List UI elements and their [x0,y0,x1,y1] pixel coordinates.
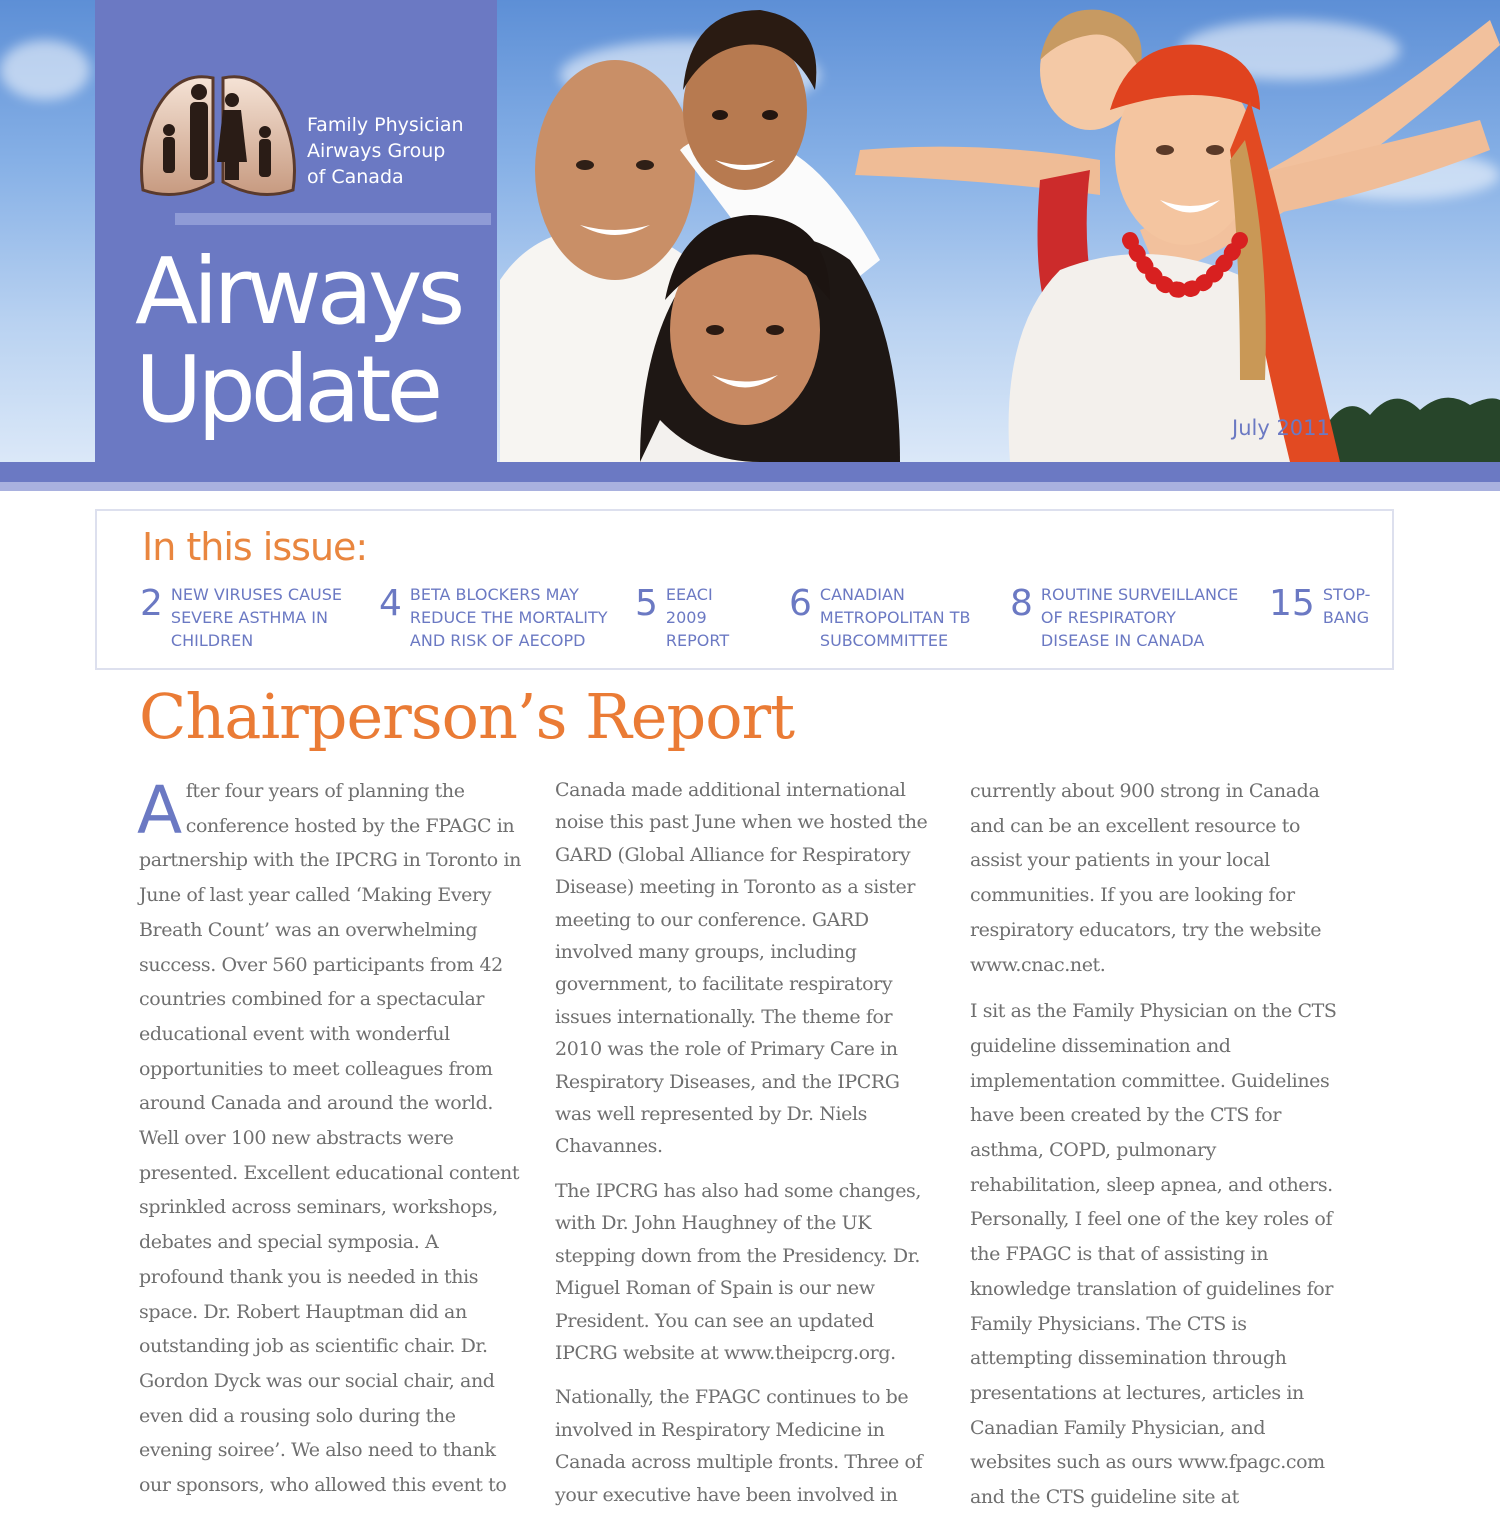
contents-item-title: ROUTINE SURVEILLANCE OF RESPIRATORY DISEASE IN CANADA [1040,585,1239,650]
newsletter-title-line2: Update [135,336,439,443]
newsletter-title-line1: Airways [135,238,461,345]
contents-page-number: 4 [379,583,402,624]
in-this-issue-box [95,509,1394,670]
contents-item-title: CANADIAN METROPOLITAN TB SUBCOMMITTEE [819,585,971,650]
article-paragraph: I sit as the Family Physician on the CTS guideline dissemination and implementation committee. Guidelines have been created by the CTS for asthma, COPD, pulmonary rehabilitation, sleep apnea, and others. Personally, I feel one of the key roles of the FPAGC is that of assisting in knowledge translation of guidelines for Family Physicians. The CTS is attempting dissemination through presentations at lectures, articles in Canadian Family Physician, and websites such as ours www.fpagc.com and the CTS guideline site at [970,1000,1337,1509]
contents-page-number: 6 [789,583,812,624]
drop-cap: A [137,772,182,849]
contents-item[interactable] [1269,583,1381,629]
org-name-line: of Canada [307,166,404,188]
contents-page-number: 5 [635,583,658,624]
contents-item-title: BETA BLOCKERS MAY REDUCE THE MORTALITY AND RISK OF AECOPD [409,585,608,650]
article-paragraph: Nationally, the FPAGC continues to be involved in Respiratory Medicine in Canada across multiple fronts. Three of your executive have been involved in [555,1386,923,1506]
logo-divider [175,213,491,225]
contents-item-title: NEW VIRUSES CAUSE SEVERE ASTHMA IN CHILDREN [170,585,342,650]
header-band-light [0,482,1500,491]
article-paragraph: currently about 900 strong in Canada and can be an excellent resource to assist your patients in your local communities. If you are looking for respiratory educators, try the website www.cnac.net. [970,780,1322,976]
contents-page-number: 2 [140,583,163,624]
contents-item[interactable] [789,583,985,652]
contents-item[interactable] [635,583,741,652]
paragraph-text: fter four years of planning the conference hosted by the FPAGC in partnership with the IPCRG in Toronto in June of last year called ‘Making Every Breath Count’ was an overwhelming success. Over 560 participants from 42 countries combined for a spectacular educational event with wonderful opportunities to meet colleagues from around Canada and around the world. Well over 100 new abstracts were presented. Excellent educational content sprinkled across seminars, workshops, debates and special symposia. A profound thank you is needed in this space. Dr. Robert Hauptman did an outstanding job as scientific chair. Dr. Gordon Dyck was our social chair, and even did a rousing solo during the evening soiree’. We also need to thank our sponsors, who allowed this event to [139,780,521,1497]
article-title: Chairperson’s Report [139,680,795,753]
article-column-2 [555,774,935,1523]
article-column-3 [970,774,1348,1527]
article-column-1 [139,774,521,1515]
contents-page-number: 8 [1010,583,1033,624]
org-name-line: Family Physician [307,114,464,136]
article-paragraph [139,774,521,1503]
header-banner [0,0,1500,462]
issue-date: July 2011 [1232,416,1330,440]
contents-item[interactable] [1010,583,1241,652]
in-this-issue-heading: In this issue: [142,525,368,569]
contents-item[interactable] [379,583,610,652]
organization-name [307,112,464,190]
contents-page-number: 15 [1269,583,1315,624]
contents-item[interactable] [140,583,356,652]
header-band [0,462,1500,482]
contents-item-title: EEACI 2009 REPORT [665,585,730,650]
article-paragraph: The IPCRG has also had some changes, with Dr. John Haughney of the UK stepping down from the Presidency. Dr. Miguel Roman of Spain is our new President. You can see an updated IPCRG website at www.theipcrg.org. [555,1179,922,1364]
org-name-line: Airways Group [307,140,446,162]
masthead-panel [95,0,497,462]
contents-item-title: STOP-BANG [1322,585,1371,627]
lungs-family-logo [137,72,299,202]
article-paragraph: Canada made additional international noise this past June when we hosted the GARD (Global Alliance for Respiratory Disease) meeting in Toronto as a sister meeting to our conference. GARD involved many groups, including government, to facilitate respiratory issues internationally. The theme for 2010 was the role of Primary Care in Respiratory Diseases, and the IPCRG was well represented by Dr. Niels Chavannes. [555,779,928,1158]
